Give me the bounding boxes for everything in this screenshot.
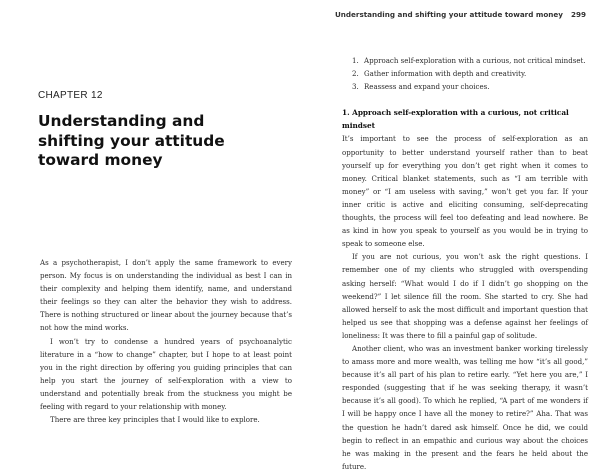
chapter-label: CHAPTER 12	[38, 90, 103, 101]
paragraph: Another client, who was an investment banker working tirelessly to amass more and more wealth, was telling me how “it’s all good,” because it’s all part of his plan to retire early. “Yet here you are,” I responded (suggesting that if he was seeking therapy, it wasn’t because it’s all good). To which he replied, “A part of me wonders if I will be happy once I have all the money to retire?” Aha. That was the question he hadn’t dared ask himself. Once he did, we could begin to reflect in an empathic and curious way about the choices he was making in the present and the fears he held about the future.	[342, 343, 588, 471]
paragraph: I won’t try to condense a hundred years of psychoanalytic literature in a “how to change” chapter, but I hope to at least point you in the right direction by offering you guiding principles that can help you start the journey of self-exploration with a view to understand and potentially break from the stuckness you might be feeling with regard to your relationship with money.	[40, 336, 292, 412]
list-item-number: 3.	[352, 82, 359, 92]
right-page	[300, 0, 600, 471]
paragraph: If you are not curious, you won’t ask the right questions. I remember one of my clients who struggled with overspending asking herself: “What would I do if I didn’t go shopping on the weekend?” I let silence fill the room. She started to cry. She had allowed herself to ask the most difficult and important question that helped us see that shopping was a defense against her feelings of loneliness: It was there to fill a painful gap of solitude.	[342, 252, 588, 340]
paragraph: It’s important to see the process of self-exploration as an opportunity to better understand yourself rather than to beat yourself up for everything you don’t get right when it comes to money. Critical blanket statements, such as “I am terrible with money” or “I am useless with saving,” won’t get you far. If your inner critic is active and eliciting consuming, self-deprecating thoughts, the process will feel too defeating and lead nowhere. Be as kind in how you speak to yourself as you would be in trying to speak to someone else.	[342, 134, 588, 249]
list-item-number: 2.	[352, 69, 359, 79]
list-item-number: 1.	[352, 56, 359, 65]
list-item-text: Reassess and expand your choices.	[364, 82, 490, 92]
list-item	[342, 54, 588, 67]
principles-list	[342, 54, 588, 93]
paragraph: As a psychotherapist, I don’t apply the same framework to every person. My focus is on understanding the individual as best I can in their complexity and helping them identify, name, and understand their feelings so they can alter the behavior they wish to address. There is nothing structured or linear about the journey because that’s not how the mind works.	[40, 258, 292, 333]
paragraph: There are three key principles that I would like to explore.	[50, 415, 260, 425]
running-head	[328, 10, 586, 19]
running-head-title: Understanding and shifting your attitude toward money	[334, 10, 563, 19]
left-body-text	[40, 256, 292, 426]
list-item	[342, 80, 588, 93]
page-number: 299	[570, 10, 586, 19]
list-item-text: Approach self-exploration with a curious, not critical mindset.	[364, 56, 586, 65]
list-item-text: Gather information with depth and creativity.	[364, 69, 527, 79]
left-page	[0, 0, 300, 464]
chapter-title: Understanding and shifting your attitude toward money	[38, 112, 225, 169]
right-body-text	[342, 54, 588, 473]
list-item	[342, 67, 588, 80]
section-subheading: 1. Approach self-exploration with a curious, not critical mindset	[342, 108, 569, 131]
